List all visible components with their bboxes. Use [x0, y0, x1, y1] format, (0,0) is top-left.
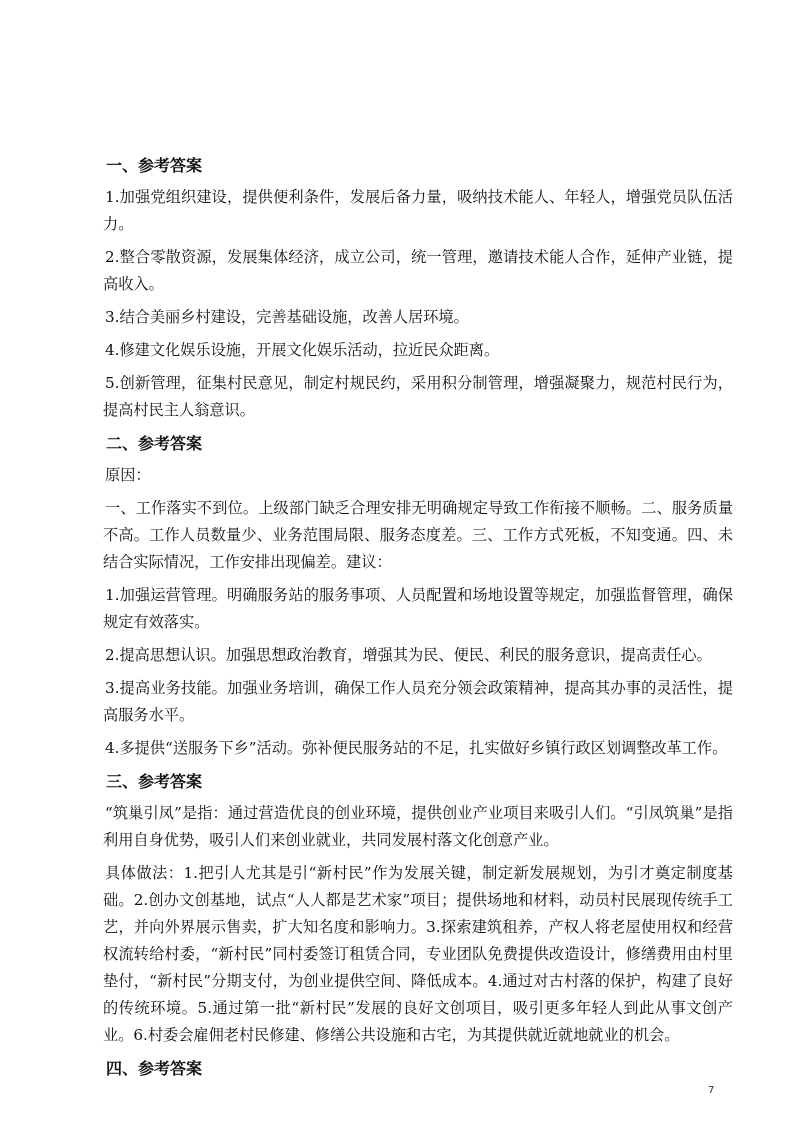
- page-number: 7: [708, 1085, 715, 1096]
- paragraph: 具体做法：1.把引人尤其是引“新村民”作为发展关键，制定新发展规划，为引才奠定制度基础。2.创办文创基地，试点“人人都是艺术家”项目；提供场地和材料，动员村民展现传统手工艺，并向外界展示售卖，扩大知名度和影响力。3.探索建筑租养，产权人将老屋使用权和经营权流转给村委，“新村民”同村委签订租赁合同，专业团队免费提供改造设计，修缮费用由村里垫付，“新村民”分期支付，为创业提供空间、降低成本。4.通过对古村落的保护，构建了良好的传统环境。5.通过第一批“新村民”发展的良好文创项目，吸引更多年轻人到此从事文创产业。6.村委会雇佣老村民修建、修缮公共设施和古宅，为其提供就近就地就业的机会。: [103, 864, 733, 1044]
- section-2: [103, 430, 733, 762]
- document-page: [103, 152, 733, 1087]
- paragraph: 原因：: [105, 466, 151, 484]
- paragraph: 4.多提供“送服务下乡”活动。弥补便民服务站的不足，扎实做好乡镇行政区划调整改革工作。: [105, 739, 728, 757]
- section-1: [103, 152, 733, 424]
- section-4: [103, 1055, 733, 1083]
- paragraph: 4.修建文化娱乐设施，开展文化娱乐活动，拉近民众距离。: [105, 341, 500, 359]
- paragraph: 1.加强党组织建设，提供便利条件，发展后备力量，吸纳技术能人、年轻人，增强党员队伍活力。: [103, 188, 733, 233]
- section-heading: 一、参考答案: [106, 156, 203, 175]
- paragraph: 5.创新管理，征集村民意见，制定村规民约，采用积分制管理，增强凝聚力，规范村民行为，提高村民主人翁意识。: [103, 374, 733, 419]
- paragraph: “筑巢引凤”是指：通过营造优良的创业环境，提供创业产业项目来吸引人们。“引凤筑巢”是指利用自身优势，吸引人们来创业就业，共同发展村落文化创意产业。: [103, 804, 733, 849]
- section-heading: 三、参考答案: [106, 772, 203, 791]
- section-heading: 二、参考答案: [106, 434, 203, 453]
- section-3: [103, 768, 733, 1049]
- section-heading: 四、参考答案: [106, 1059, 203, 1078]
- paragraph: 2.整合零散资源，发展集体经济，成立公司，统一管理，邀请技术能人合作，延伸产业链，提高收入。: [103, 248, 733, 293]
- paragraph: 一、工作落实不到位。上级部门缺乏合理安排无明确规定导致工作衔接不顺畅。二、服务质量不高。工作人员数量少、业务范围局限、服务态度差。三、工作方式死板，不知变通。四、未结合实际情况，工作安排出现偏差。建议：: [103, 499, 733, 571]
- paragraph: 1.加强运营管理。明确服务站的服务事项、人员配置和场地设置等规定，加强监督管理，确保规定有效落实。: [103, 586, 733, 631]
- paragraph: 3.结合美丽乡村建设，完善基础设施，改善人居环境。: [105, 308, 469, 326]
- paragraph: 2.提高思想认识。加强思想政治教育，增强其为民、便民、利民的服务意识，提高责任心。: [105, 646, 712, 664]
- paragraph: 3.提高业务技能。加强业务培训，确保工作人员充分领会政策精神，提高其办事的灵活性，提高服务水平。: [103, 679, 733, 724]
